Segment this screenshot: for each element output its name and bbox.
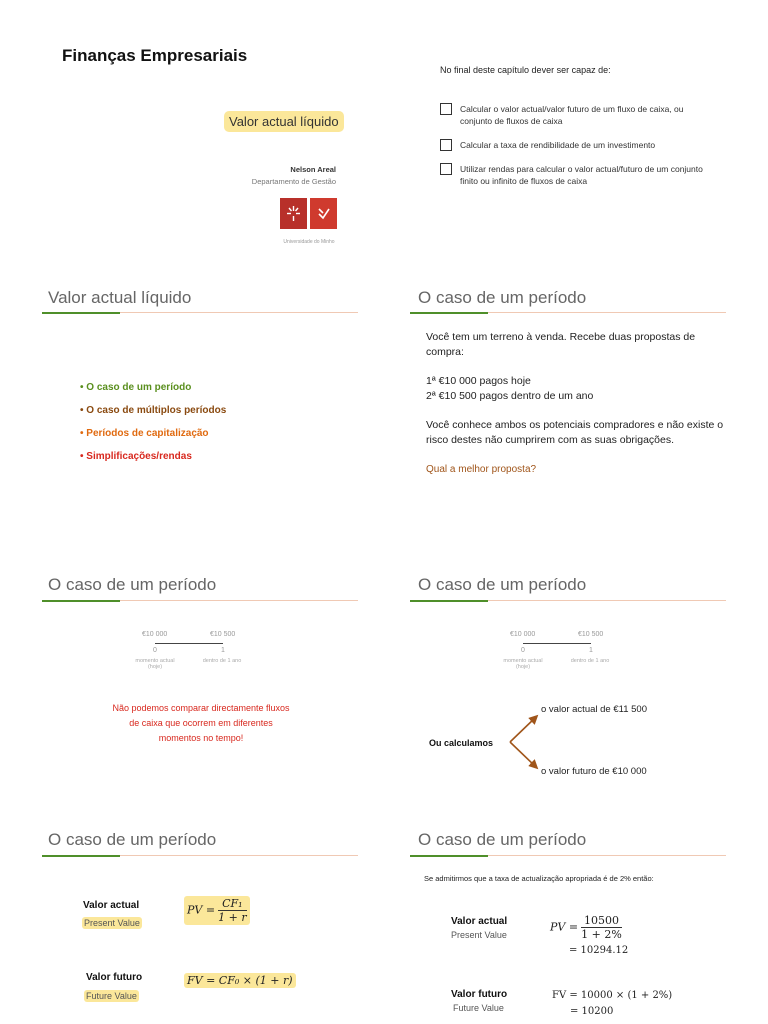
pv-sublabel: Present Value bbox=[84, 918, 140, 928]
example-intro: Se admitirmos que a taxa de actualização apropriada é de 2% então: bbox=[424, 874, 654, 883]
timeline-axis bbox=[155, 643, 223, 644]
university-logo bbox=[280, 198, 337, 229]
objective-item: Calcular a taxa de rendibilidade de um investimento bbox=[440, 139, 710, 151]
logo-left-square bbox=[280, 198, 307, 229]
pv-formula: PV = $\frac{\text{CF₁}}{1 + r}$ bbox=[184, 896, 250, 925]
title-rule bbox=[42, 312, 358, 314]
title-rule bbox=[410, 855, 726, 857]
university-name: Universidade do Minho bbox=[283, 239, 335, 245]
branch-arrows-icon bbox=[508, 711, 544, 773]
timeline-value: €10 000 bbox=[510, 631, 536, 638]
pv-sublabel: Present Value bbox=[451, 930, 507, 940]
objectives-intro: No final deste capítulo dever ser capaz de: bbox=[440, 65, 611, 75]
objective-item: Calcular o valor actual/valor futuro de um fluxo de caixa, ou conjunto de fluxos de caixa bbox=[440, 103, 710, 127]
timeline-caption: momento actual (hoje) bbox=[503, 658, 543, 670]
problem-paragraph: Você conhece ambos os potenciais compradores e não existe o risco destes não cumprirem com as suas obrigações. bbox=[426, 419, 724, 446]
timeline-axis bbox=[523, 643, 591, 644]
department: Departamento de Gestão bbox=[251, 177, 336, 186]
option-future-value: o valor futuro de €10 000 bbox=[541, 766, 647, 777]
agenda-item: • O caso de múltiplos períodos bbox=[80, 405, 227, 416]
title-rule bbox=[42, 600, 358, 602]
slide-heading: O caso de um período bbox=[48, 575, 217, 594]
warning-note: Não podemos comparar directamente fluxos de caixa que ocorrem em diferentes momentos no tempo! bbox=[112, 703, 290, 743]
calc-lead: Ou calculamos bbox=[429, 738, 494, 748]
slide-heading: O caso de um período bbox=[48, 830, 217, 849]
timeline bbox=[498, 631, 618, 671]
agenda-item: • O caso de um período bbox=[80, 382, 192, 393]
slide-heading: Valor actual líquido bbox=[48, 288, 192, 307]
timeline-value: €10 000 bbox=[142, 631, 168, 638]
timeline-tick: 1 bbox=[589, 647, 593, 654]
pv-label: Valor actual bbox=[83, 900, 140, 911]
pv-result: = 10294.12 bbox=[569, 945, 629, 956]
pv-calculation: PV = $\frac{10500}{1 + 2\%}$ bbox=[550, 914, 622, 941]
slide-heading: O caso de um período bbox=[418, 288, 587, 307]
title-rule bbox=[42, 855, 358, 857]
fv-formula: FV = CF₀ × (1 + r) bbox=[184, 973, 296, 988]
objective-item: Utilizar rendas para calcular o valor actual/futuro de um conjunto finito ou infinito de fluxos de caixa bbox=[440, 163, 710, 187]
timeline-tick: 0 bbox=[153, 647, 157, 654]
agenda-list bbox=[80, 376, 226, 468]
offer-line: 1ª €10 000 pagos hoje bbox=[426, 375, 531, 387]
slide-heading: O caso de um período bbox=[418, 575, 587, 594]
timeline-value: €10 500 bbox=[578, 631, 604, 638]
logo-right-square bbox=[310, 198, 337, 229]
timeline-caption: dentro de 1 ano bbox=[570, 658, 610, 664]
question-text: Qual a melhor proposta? bbox=[426, 464, 537, 475]
slide-objectives bbox=[384, 0, 768, 270]
option-present-value: o valor actual de €11 500 bbox=[541, 704, 647, 715]
timeline bbox=[130, 631, 250, 671]
slide-title bbox=[0, 0, 384, 270]
fv-label: Valor futuro bbox=[86, 972, 143, 983]
fv-label: Valor futuro bbox=[451, 989, 508, 1000]
slide-timeline-note bbox=[0, 545, 384, 820]
topic-badge bbox=[224, 111, 344, 132]
title-rule bbox=[410, 600, 726, 602]
agenda-item: • Períodos de capitalização bbox=[80, 428, 209, 439]
fv-calculation: FV = 10000 × (1 + 2%) bbox=[552, 990, 673, 1001]
timeline-caption: dentro de 1 ano bbox=[202, 658, 242, 664]
problem-paragraph: Você tem um terreno à venda. Recebe duas propostas de compra: bbox=[426, 331, 696, 358]
checkbox-icon bbox=[440, 139, 452, 151]
author-name: Nelson Areal bbox=[290, 165, 336, 174]
course-title: Finanças Empresariais bbox=[62, 46, 248, 65]
problem-text bbox=[426, 330, 726, 477]
timeline-tick: 1 bbox=[221, 647, 225, 654]
slide-formulas bbox=[0, 820, 384, 1024]
slide-heading: O caso de um período bbox=[418, 830, 587, 849]
topic-label: Valor actual líquido bbox=[229, 114, 339, 129]
slide-example bbox=[384, 820, 768, 1024]
agenda-item: • Simplificações/rendas bbox=[80, 451, 192, 462]
fv-result: = 10200 bbox=[570, 1006, 614, 1017]
slide-problem bbox=[384, 270, 768, 545]
checkbox-icon bbox=[440, 163, 452, 175]
pv-label: Valor actual bbox=[451, 916, 508, 927]
title-rule bbox=[410, 312, 726, 314]
fv-sublabel: Future Value bbox=[453, 1003, 504, 1013]
timeline-caption: momento actual (hoje) bbox=[135, 658, 175, 670]
timeline-tick: 0 bbox=[521, 647, 525, 654]
slide-agenda bbox=[0, 270, 384, 545]
timeline-value: €10 500 bbox=[210, 631, 236, 638]
fv-sublabel: Future Value bbox=[86, 991, 137, 1001]
offer-line: 2ª €10 500 pagos dentro de um ano bbox=[426, 390, 594, 402]
slide-timeline-options bbox=[384, 545, 768, 820]
checkbox-icon bbox=[440, 103, 452, 115]
